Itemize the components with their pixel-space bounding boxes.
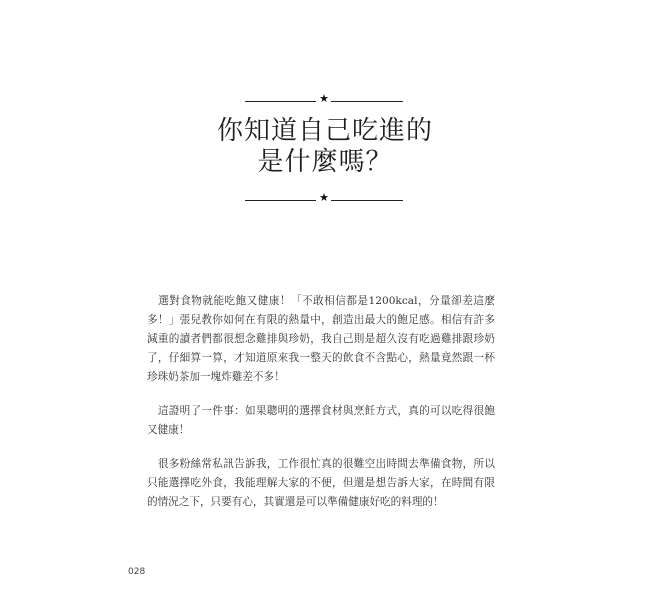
page-title	[150, 116, 500, 178]
bottom-ornament-divider	[245, 191, 403, 207]
page-number: 028	[128, 567, 146, 577]
paragraph: 這證明了一件事：如果聰明的選擇食材與烹飪方式，真的可以吃得很飽又健康！	[147, 405, 495, 436]
title-line-2: 是什麼嗎？	[257, 147, 393, 177]
divider-line-left	[245, 101, 316, 102]
body-text	[147, 292, 495, 527]
paragraph: 選對食物就能吃飽又健康！「不敢相信都是1200kcal，分量卻差這麼多！」張兒教你如何在有限的熱量中，創造出最大的飽足感。相信有許多減重的讀者們都很想念雞排與珍奶，我自己則是超久沒有吃過雞排跟珍奶了，仔細算一算，才知道原來我一整天的飲食不含點心，熱量竟然跟一杯珍珠奶茶加一塊炸雞差不多！	[147, 295, 495, 383]
star-icon: ★	[319, 191, 329, 204]
top-ornament-divider	[245, 92, 403, 108]
divider-line-left	[245, 200, 316, 201]
paragraph: 很多粉絲常私訊告訴我，工作很忙真的很難空出時間去準備食物，所以只能選擇吃外食，我能理解大家的不便，但還是想告訴大家，在時間有限的情況之下，只要有心，其實還是可以準備健康好吃的料理的！	[147, 458, 495, 508]
star-icon: ★	[319, 92, 329, 105]
divider-line-right	[331, 101, 403, 102]
divider-line-right	[331, 200, 403, 201]
title-line-1: 你知道自己吃進的	[216, 116, 433, 146]
